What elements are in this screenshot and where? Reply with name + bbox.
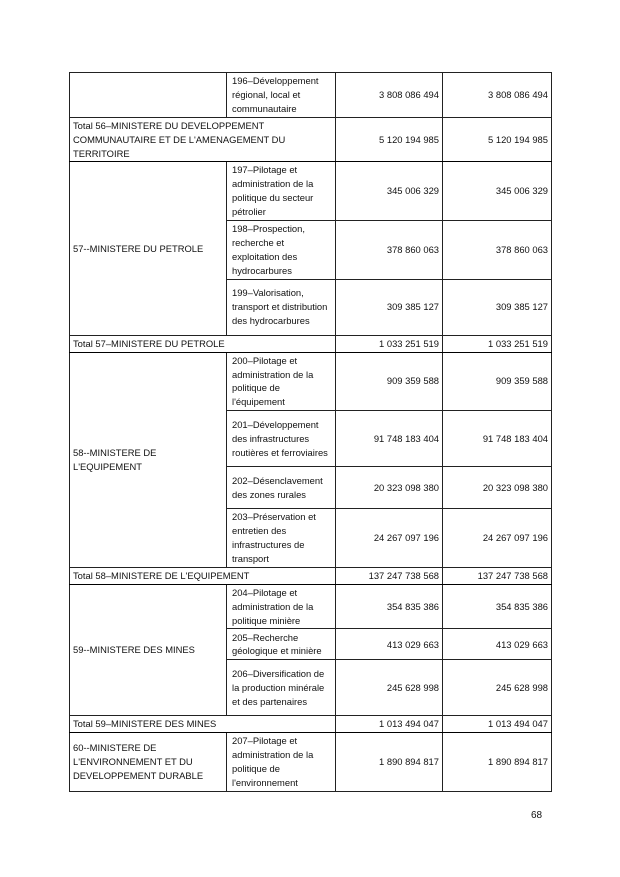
cp-cell: 1 890 894 817 xyxy=(443,733,552,792)
ae-cell: 1 890 894 817 xyxy=(336,733,443,792)
ae-cell: 5 120 194 985 xyxy=(336,117,443,162)
cp-cell: 309 385 127 xyxy=(443,279,552,335)
cp-cell: 413 029 663 xyxy=(443,629,552,660)
program-cell: 200–Pilotage et administration de la politique de l'équipement xyxy=(227,352,336,411)
total-label: Total 56–MINISTERE DU DEVELOPPEMENT COMMUNAUTAIRE ET DE L'AMENAGEMENT DU TERRITOIRE xyxy=(70,117,336,162)
page-number: 68 xyxy=(531,810,543,821)
total-row xyxy=(70,117,552,162)
program-cell: 203–Préservation et entretien des infrastructures de transport xyxy=(227,509,336,568)
program-cell: 205–Recherche géologique et minière xyxy=(227,629,336,660)
program-cell: 199–Valorisation, transport et distribution des hydrocarbures xyxy=(227,279,336,335)
budget-table xyxy=(69,72,552,792)
total-label: Total 58–MINISTERE DE L'EQUIPEMENT xyxy=(70,567,336,584)
ae-cell: 137 247 738 568 xyxy=(336,567,443,584)
cp-cell: 354 835 386 xyxy=(443,584,552,629)
cp-cell: 245 628 998 xyxy=(443,660,552,716)
cp-cell: 345 006 329 xyxy=(443,162,552,221)
program-cell: 204–Pilotage et administration de la politique minière xyxy=(227,584,336,629)
cp-cell: 1 033 251 519 xyxy=(443,335,552,352)
ae-cell: 1 013 494 047 xyxy=(336,716,443,733)
cp-cell: 3 808 086 494 xyxy=(443,73,552,118)
program-cell: 202–Désenclavement des zones rurales xyxy=(227,467,336,509)
ae-cell: 91 748 183 404 xyxy=(336,411,443,467)
ae-cell: 24 267 097 196 xyxy=(336,509,443,568)
ae-cell: 1 033 251 519 xyxy=(336,335,443,352)
ae-cell: 309 385 127 xyxy=(336,279,443,335)
cp-cell: 5 120 194 985 xyxy=(443,117,552,162)
program-cell: 201–Développement des infrastructures routières et ferroviaires xyxy=(227,411,336,467)
table-row xyxy=(70,162,552,221)
ministry-cell: 57--MINISTERE DU PETROLE xyxy=(70,162,227,335)
total-row xyxy=(70,335,552,352)
ministry-cell: 59--MINISTERE DES MINES xyxy=(70,584,227,716)
total-row xyxy=(70,567,552,584)
program-cell: 197–Pilotage et administration de la politique du secteur pétrolier xyxy=(227,162,336,221)
ae-cell: 909 359 588 xyxy=(336,352,443,411)
ae-cell: 245 628 998 xyxy=(336,660,443,716)
program-cell: 198–Prospection, recherche et exploitation des hydrocarbures xyxy=(227,221,336,280)
table-row xyxy=(70,352,552,411)
ae-cell: 20 323 098 380 xyxy=(336,467,443,509)
total-label: Total 57–MINISTERE DU PETROLE xyxy=(70,335,336,352)
program-cell: 207–Pilotage et administration de la politique de l'environnement xyxy=(227,733,336,792)
ae-cell: 413 029 663 xyxy=(336,629,443,660)
ministry-cell xyxy=(70,73,227,118)
cp-cell: 909 359 588 xyxy=(443,352,552,411)
program-cell: 206–Diversification de la production minérale et des partenaires xyxy=(227,660,336,716)
table-row xyxy=(70,733,552,792)
total-row xyxy=(70,716,552,733)
cp-cell: 20 323 098 380 xyxy=(443,467,552,509)
cp-cell: 378 860 063 xyxy=(443,221,552,280)
cp-cell: 91 748 183 404 xyxy=(443,411,552,467)
ministry-cell: 58--MINISTERE DE L'EQUIPEMENT xyxy=(70,352,227,567)
ae-cell: 345 006 329 xyxy=(336,162,443,221)
ministry-cell: 60--MINISTERE DE L'ENVIRONNEMENT ET DU DEVELOPPEMENT DURABLE xyxy=(70,733,227,792)
ae-cell: 3 808 086 494 xyxy=(336,73,443,118)
total-label: Total 59–MINISTERE DES MINES xyxy=(70,716,336,733)
cp-cell: 137 247 738 568 xyxy=(443,567,552,584)
ae-cell: 378 860 063 xyxy=(336,221,443,280)
table-row xyxy=(70,584,552,629)
table-row xyxy=(70,73,552,118)
cp-cell: 1 013 494 047 xyxy=(443,716,552,733)
ae-cell: 354 835 386 xyxy=(336,584,443,629)
cp-cell: 24 267 097 196 xyxy=(443,509,552,568)
program-cell: 196–Développement régional, local et communautaire xyxy=(227,73,336,118)
